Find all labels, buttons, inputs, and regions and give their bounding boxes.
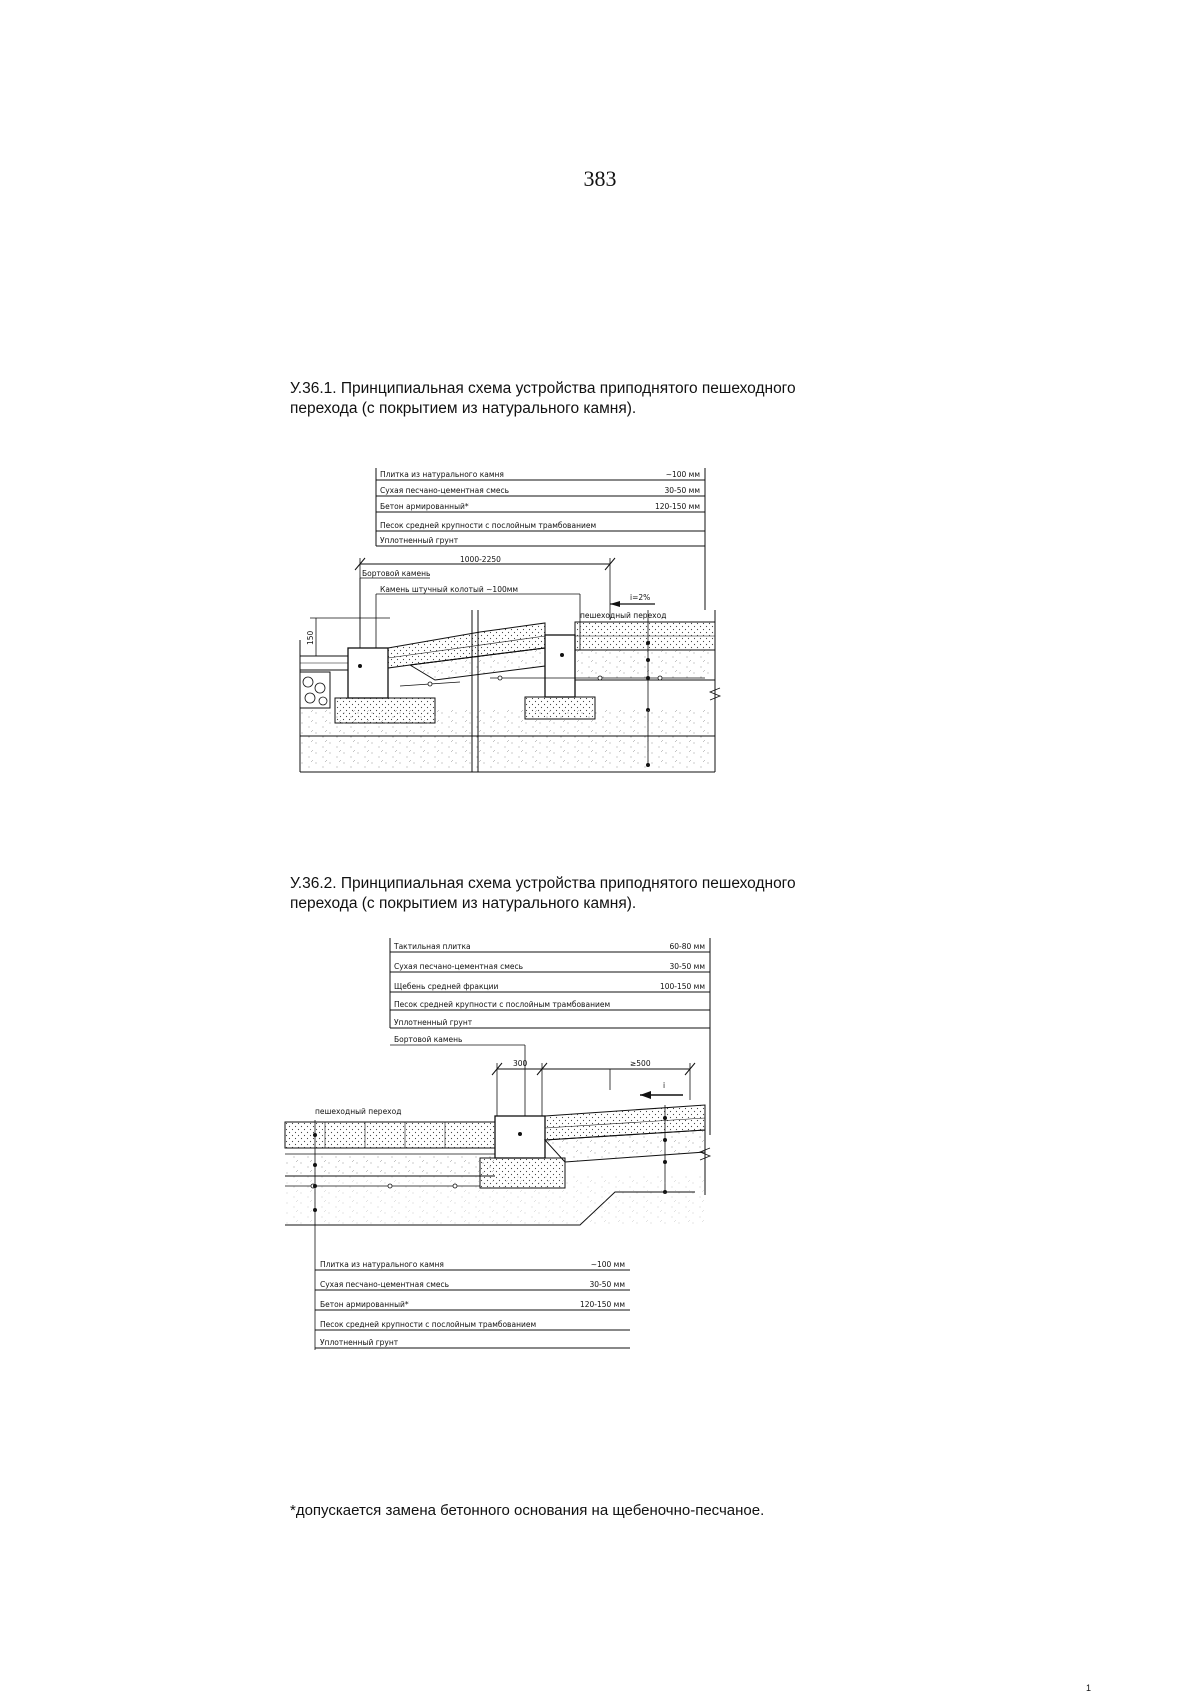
cross-section bbox=[300, 610, 720, 772]
stone-label: Камень штучный колотый ~100мм bbox=[380, 585, 519, 594]
layer-label: Песок средней крупности с послойным трамбованием bbox=[394, 1000, 611, 1009]
layer-label: Щебень средней фракции bbox=[394, 982, 499, 991]
layer-label: Сухая песчано-цементная смесь bbox=[380, 486, 510, 495]
layer-value: 100-150 мм bbox=[659, 982, 705, 991]
corner-mark: 1 bbox=[1086, 1683, 1092, 1693]
layer-value: ~100 мм bbox=[665, 470, 700, 479]
layer-label: Уплотненный грунт bbox=[394, 1018, 473, 1027]
layer-value: 30-50 мм bbox=[589, 1280, 625, 1289]
slope-indicator bbox=[640, 1081, 683, 1099]
layer-label: Уплотненный грунт bbox=[320, 1338, 399, 1347]
page-number: 383 bbox=[583, 166, 617, 191]
figure-1-svg bbox=[300, 460, 740, 775]
figure-2-caption bbox=[290, 874, 910, 914]
layer-label: Сухая песчано-цементная смесь bbox=[320, 1280, 450, 1289]
figure-1-caption bbox=[290, 379, 910, 419]
height-dim-text: 150 bbox=[306, 630, 315, 645]
layer-value: 30-50 мм bbox=[664, 486, 700, 495]
layer-value: 120-150 мм bbox=[654, 502, 700, 511]
dim-right-text: ≥500 bbox=[630, 1059, 651, 1068]
curb-label: Бортовой камень bbox=[394, 1035, 463, 1044]
cross-section bbox=[285, 1105, 710, 1350]
bottom-layer-table bbox=[315, 1260, 630, 1348]
layer-value: 60-80 мм bbox=[669, 942, 705, 951]
crossing-label: пешеходный переход bbox=[315, 1107, 402, 1116]
layer-label: Плитка из натурального камня bbox=[320, 1260, 444, 1269]
layer-label: Бетон армированный* bbox=[320, 1300, 409, 1309]
footnote: *допускается замена бетонного основания на щебеночно-песчаное. bbox=[290, 1502, 765, 1519]
curb-label: Бортовой камень bbox=[362, 569, 431, 578]
dimension-text: 1000-2250 bbox=[460, 555, 501, 564]
layer-label: Песок средней крупности с послойным трамбованием bbox=[380, 521, 597, 530]
layer-value: ~100 мм bbox=[590, 1260, 625, 1269]
layer-label: Тактильная плитка bbox=[394, 942, 471, 951]
layer-label: Уплотненный грунт bbox=[380, 536, 459, 545]
crossing-label: пешеходный переход bbox=[580, 611, 667, 620]
layer-value: 120-150 мм bbox=[579, 1300, 625, 1309]
figure-2-svg bbox=[285, 930, 745, 1370]
figure-1-diagram bbox=[300, 460, 740, 775]
layer-value: 30-50 мм bbox=[669, 962, 705, 971]
caption-line: перехода (с покрытием из натурального камня). bbox=[290, 400, 637, 417]
slope-text: i=2% bbox=[630, 593, 651, 602]
slope-indicator bbox=[610, 593, 655, 607]
layer-label: Плитка из натурального камня bbox=[380, 470, 504, 479]
caption-line: У.36.1. Принципиальная схема устройства приподнятого пешеходного bbox=[290, 380, 796, 397]
layer-label: Сухая песчано-цементная смесь bbox=[394, 962, 524, 971]
figure-2-diagram bbox=[285, 930, 745, 1370]
dim-left-text: 300 bbox=[513, 1059, 528, 1068]
layer-label: Бетон армированный* bbox=[380, 502, 469, 511]
caption-line: перехода (с покрытием из натурального камня). bbox=[290, 895, 637, 912]
slope-text: i bbox=[663, 1081, 666, 1090]
caption-line: У.36.2. Принципиальная схема устройства приподнятого пешеходного bbox=[290, 875, 796, 892]
layer-label: Песок средней крупности с послойным трамбованием bbox=[320, 1320, 537, 1329]
